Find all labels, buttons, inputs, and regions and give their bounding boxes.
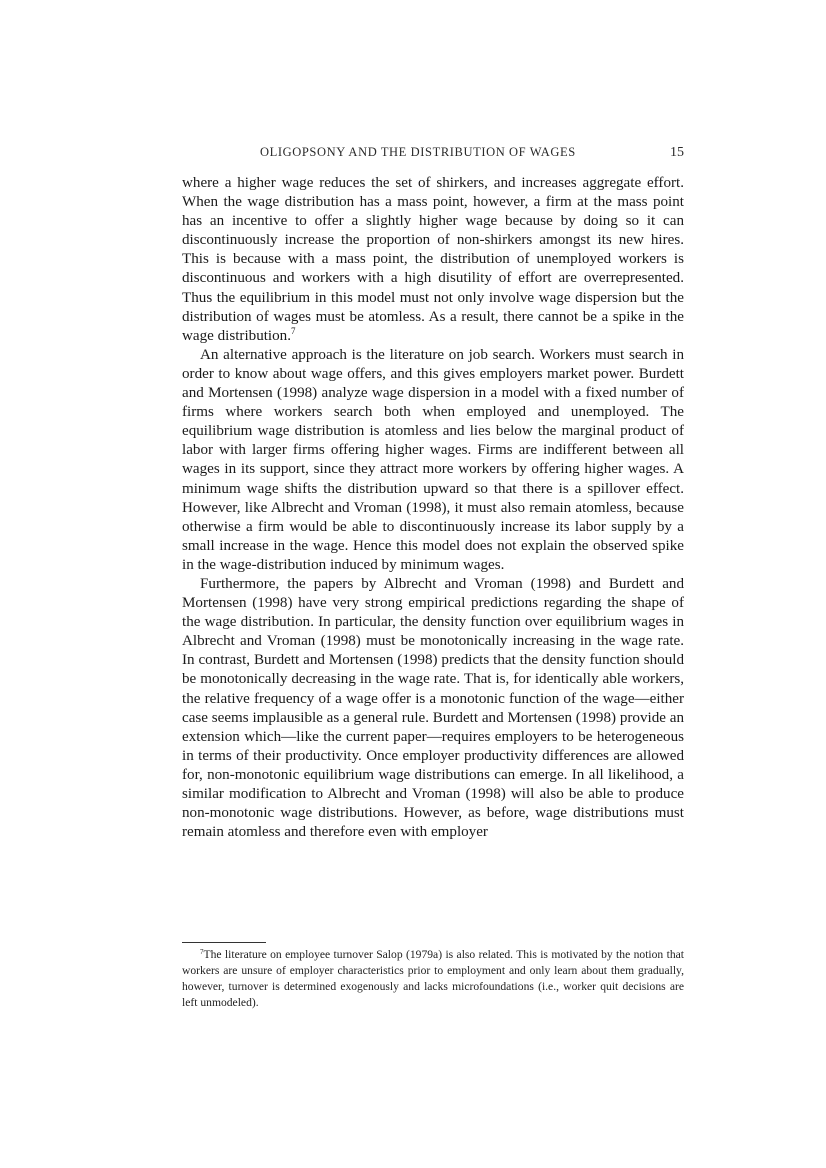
running-header <box>182 145 684 165</box>
page-number: 15 <box>670 145 684 160</box>
paragraph-2: An alternative approach is the literature on job search. Workers must search in order to know about wage offers, and this gives employers market power. Burdett and Mortensen (1998) analyze wage dispersion in a model with a fixed number of firms where workers search both when employed and unemployed. The equilibrium wage distribution is atomless and lies below the marginal product of labor with larger firms offering higher wages. Firms are indifferent between all wages in its support, since they attract more workers by offering higher wages. A minimum wage shifts the distribution upward so that there is a spillover effect. However, like Albrecht and Vroman (1998), it must also remain atomless, because otherwise a firm would be able to discontinuously increase its labor supply by a small increase in the wage. Hence this model does not explain the observed spike in the wage-distribution induced by minimum wages. <box>182 346 684 573</box>
footnote-divider <box>182 942 266 943</box>
running-title: OLIGOPSONY AND THE DISTRIBUTION OF WAGES <box>260 145 576 159</box>
paragraph-1 <box>182 174 684 346</box>
footnote-text: The literature on employee turnover Salop (1979a) is also related. This is motivated by the notion that workers are unsure of employer characteristics prior to employment and only learn about them gradually, however, turnover is determined exogenously and lacks microfoundations (i.e., worker quit decisions are left unmodeled). <box>182 948 684 1009</box>
paragraph-1-text: where a higher wage reduces the set of shirkers, and increases aggregate effort. When the wage distribution has a mass point, however, a firm at the mass point has an incentive to offer a slightly higher wage because by doing so it can discontinuously increase the proportion of non-shirkers amongst its new hires. This is because with a mass point, the distribution of unemployed workers is discontinuous and workers with a high disutility of effort are overrepresented. Thus the equilibrium in this model must not only involve wage dispersion but the distribution of wages must be atomless. As a result, there cannot be a spike in the wage distribution. <box>182 175 684 344</box>
footnote-marker: 7 <box>200 948 204 956</box>
footnote <box>182 947 684 1011</box>
footnote-reference: 7 <box>291 325 296 336</box>
paragraph-3: Furthermore, the papers by Albrecht and Vroman (1998) and Burdett and Mortensen (1998) have very strong empirical predictions regarding the shape of the wage distribution. In particular, the density function over equilibrium wages in Albrecht and Vroman (1998) must be monotonically increasing in the wage rate. In contrast, Burdett and Mortensen (1998) predicts that the density function should be monotonically decreasing in the wage rate. That is, for identically able workers, the relative frequency of a wage offer is a monotonic function of the wage—either case seems implausible as a general rule. Burdett and Mortensen (1998) provide an extension which—like the current paper—requires employers to be heterogeneous in terms of their productivity. Once employer productivity differences are allowed for, non-monotonic equilibrium wage distributions can emerge. In all likelihood, a similar modification to Albrecht and Vroman (1998) will also be able to produce non-monotonic wage distributions. However, as before, wage distributions must remain atomless and therefore even with employer <box>182 575 684 841</box>
body-text <box>182 174 684 842</box>
